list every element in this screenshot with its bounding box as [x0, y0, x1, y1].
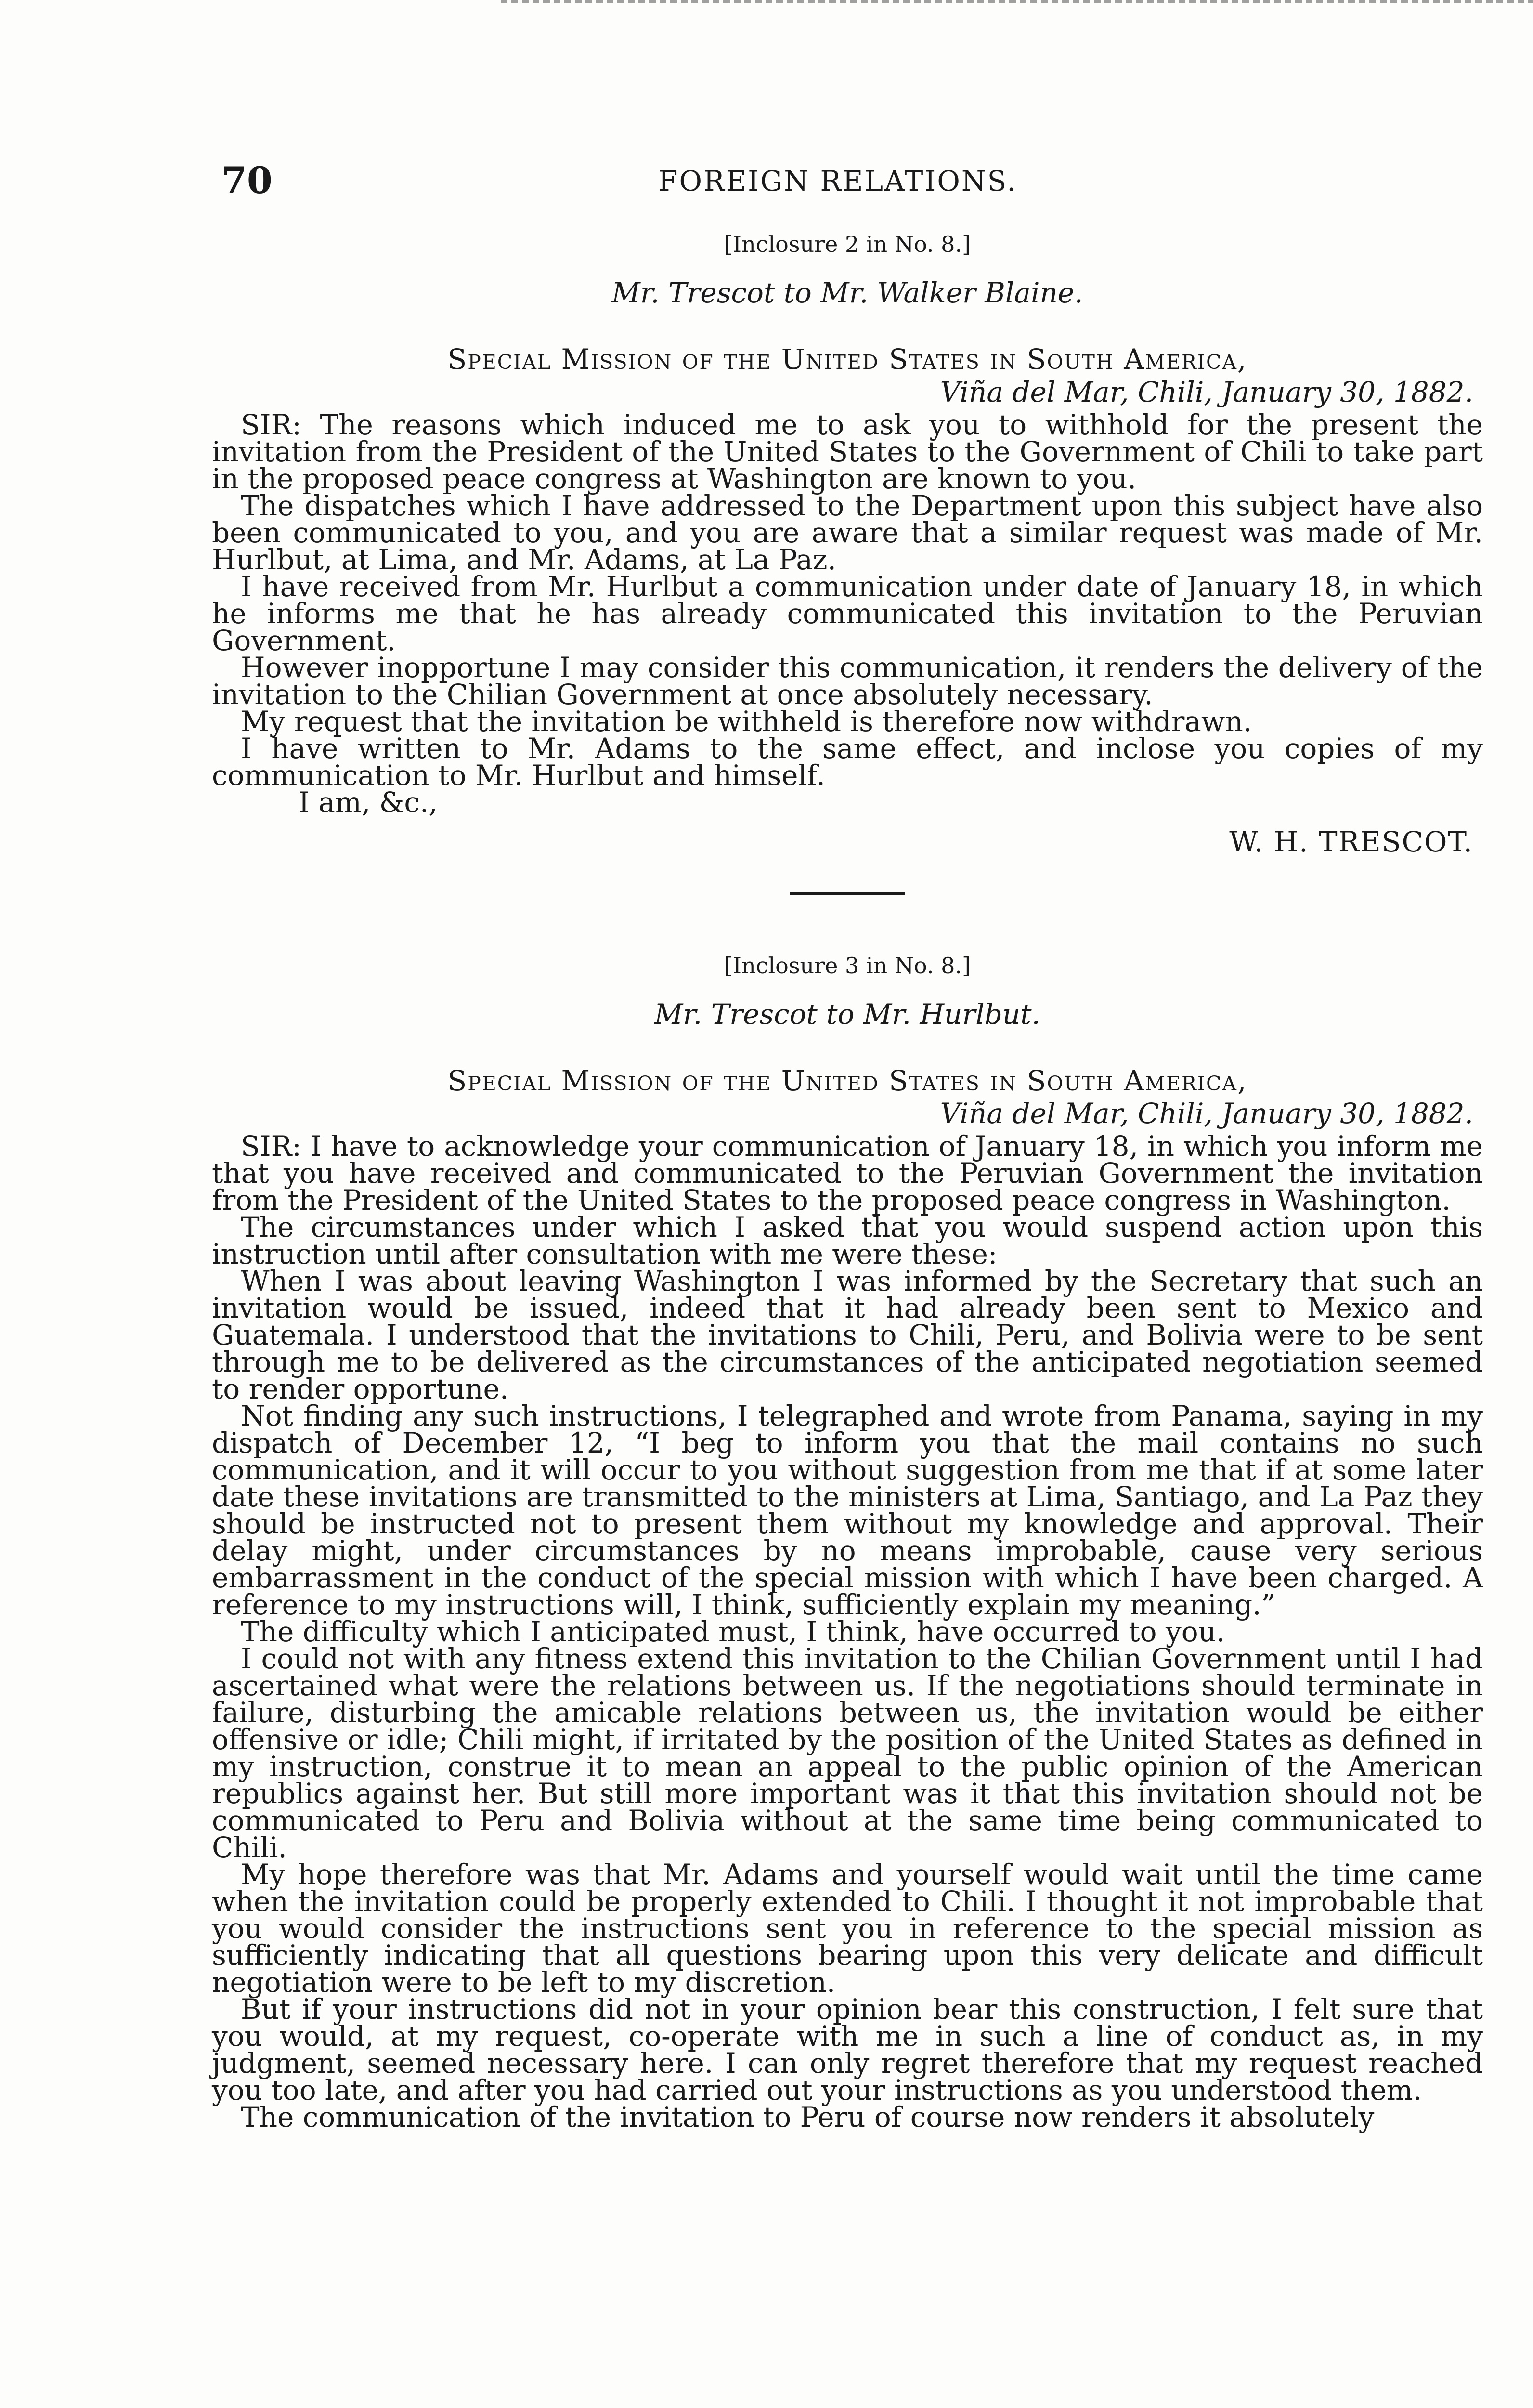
paragraph: The communication of the invitation to Peru of course now renders it absolutely: [241, 2101, 1375, 2133]
letter-inclosure-2: [212, 231, 1483, 858]
paragraph: But if your instructions did not in your opinion bear this construction, I felt sure that you would, at my request, co-operate with me in such a line of conduct as, in my judgment, seemed necessary here. I can only regret therefore that my request reached you too late, and after you had carried out your instructions as you understood them.: [212, 1993, 1483, 2107]
letter-title: Mr. Trescot to Mr. Hurlbut.: [654, 998, 1040, 1031]
page-number: 70: [221, 159, 273, 202]
paragraph: My hope therefore was that Mr. Adams and yourself would wait until the time came when the invitation could be properly extended to Chili. I thought it not improbable that you would consider the instructions sent you in reference to the special mission as sufficiently indicating that all questions bearing upon this very delicate and difficult negotiation were to be left to my discretion.: [212, 1858, 1483, 1999]
mission-heading: Special Mission of the United States in South America,: [447, 343, 1247, 376]
signature: W. H. TRESCOT.: [1229, 825, 1473, 858]
paragraph: The dispatches which I have addressed to the Department upon this subject have also been communicated to you, and you are aware that a similar request was made of Mr. Hurlbut, at Lima, and Mr. Adams, at La Paz.: [212, 489, 1483, 576]
page-content: [212, 231, 1483, 2131]
closing: I am, &c.,: [299, 786, 438, 819]
letter-title: Mr. Trescot to Mr. Walker Blaine.: [611, 276, 1083, 309]
paragraph: My request that the invitation be withheld is therefore now withdrawn.: [241, 705, 1252, 738]
inclosure-label: [Inclosure 3 in No. 8.]: [724, 953, 971, 979]
paragraph: The difficulty which I anticipated must, I think, have occurred to you.: [241, 1615, 1225, 1648]
running-head: FOREIGN RELATIONS.: [658, 165, 1017, 197]
top-edge-rule: [501, 0, 1533, 3]
paragraph: I have written to Mr. Adams to the same effect, and inclose you copies of my communication to Mr. Hurlbut and himself.: [212, 732, 1483, 792]
paragraph: I have received from Mr. Hurlbut a communication under date of January 18, in which he informs me that he has already communicated this invitation to the Peruvian Government.: [212, 570, 1483, 657]
paragraph: SIR: The reasons which induced me to ask you to withhold for the present the invitation from the President of the United States to the Government of Chili to take part in the proposed peace congress at Washington are known to you.: [212, 408, 1483, 495]
dateline: Viña del Mar, Chili, January 30, 1882.: [940, 376, 1473, 408]
paragraph: Not finding any such instructions, I telegraphed and wrote from Panama, saying in my dispatch of December 12, “I beg to inform you that the mail contains no such communication, and it will occur to you without suggestion from me that if at some later date these invitations are transmitted to the ministers at Lima, Santiago, and La Paz they should be instructed not to present them without my knowledge and approval. Their delay might, under circumstances by no means improbable, cause very serious embarrassment in the conduct of the special mission with which I have been charged. A reference to my instructions will, I think, sufficiently explain my meaning.”: [212, 1400, 1483, 1621]
paragraph: SIR: I have to acknowledge your communication of January 18, in which you inform me that you have received and communicated to the Peruvian Government the invitation from the President of the United States to the proposed peace congress in Washington.: [212, 1130, 1483, 1217]
page-header: [221, 159, 1454, 212]
inclosure-label: [Inclosure 2 in No. 8.]: [724, 231, 971, 257]
paragraph: However inopportune I may consider this communication, it renders the delivery of the invitation to the Chilian Government at once absolutely necessary.: [212, 651, 1483, 711]
dateline: Viña del Mar, Chili, January 30, 1882.: [940, 1097, 1473, 1130]
letter-inclosure-3: [212, 953, 1483, 2131]
mission-heading: Special Mission of the United States in South America,: [447, 1064, 1247, 1097]
paragraph: I could not with any fitness extend this invitation to the Chilian Government until I had ascertained what were the relations between us. If the negotiations should terminate in failure, disturbing the amicable relations between us, the invitation would be either offensive or idle; Chili might, if irritated by the position of the United States as defined in my instruction, construe it to mean an appeal to the public opinion of the American republics against her. But still more important was it that this invitation should not be communicated to Peru and Bolivia without at the same time being communicated to Chili.: [212, 1642, 1483, 1864]
paragraph: When I was about leaving Washington I was informed by the Secretary that such an invitation would be issued, indeed that it had already been sent to Mexico and Guatemala. I understood that the invitations to Chili, Peru, and Bolivia were to be sent through me to be delivered as the circumstances of the anticipated negotiation seemed to render opportune.: [212, 1265, 1483, 1405]
section-divider: [790, 892, 905, 895]
paragraph: The circumstances under which I asked that you would suspend action upon this instruction until after consultation with me were these:: [212, 1211, 1483, 1270]
